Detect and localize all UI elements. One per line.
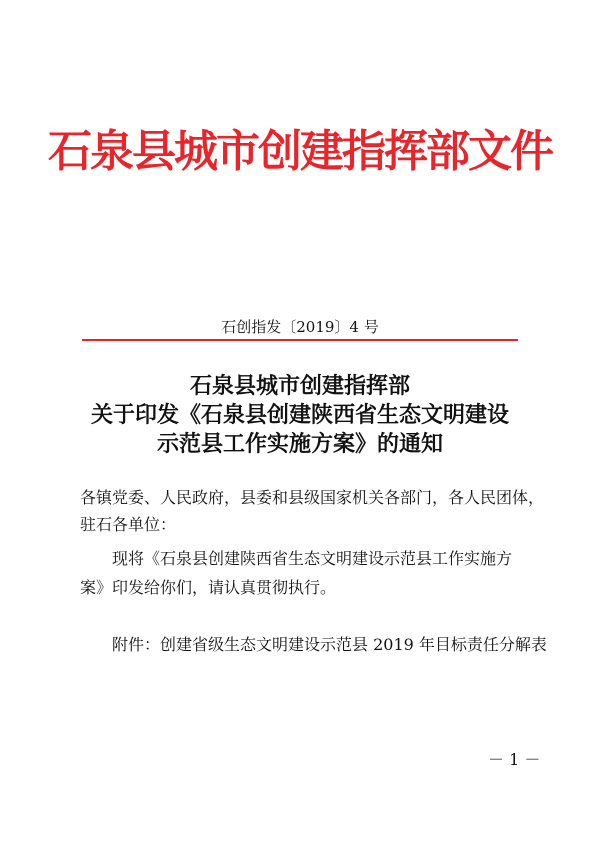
notice-title-line-1: 石泉县城市创建指挥部	[189, 373, 410, 399]
red-divider-rule	[82, 339, 518, 341]
addressee-line-1: 各镇党委、人民政府，县委和县级国家机关各部门，各人民团体，	[80, 488, 545, 507]
notice-title	[0, 372, 600, 459]
document-number: 石创指发〔2019〕4 号	[221, 318, 379, 336]
addressee-line-2: 驻石各单位：	[80, 515, 177, 534]
notice-title-line-3: 示范县工作实施方案》的通知	[156, 431, 443, 457]
document-header-title: 石泉县城市创建指挥部文件	[48, 126, 552, 177]
notice-title-line-2: 关于印发《石泉县创建陕西省生态文明建设	[90, 402, 509, 428]
attachment-line: 附件：创建省级生态文明建设示范县 2019 年目标责任分解表	[112, 635, 547, 654]
body-paragraph-line-1: 现将《石泉县创建陕西省生态文明建设示范县工作实施方	[112, 549, 513, 568]
page-number: － 1 －	[488, 750, 541, 769]
body-paragraph-line-2: 案》印发给你们，请认真贯彻执行。	[80, 578, 337, 597]
